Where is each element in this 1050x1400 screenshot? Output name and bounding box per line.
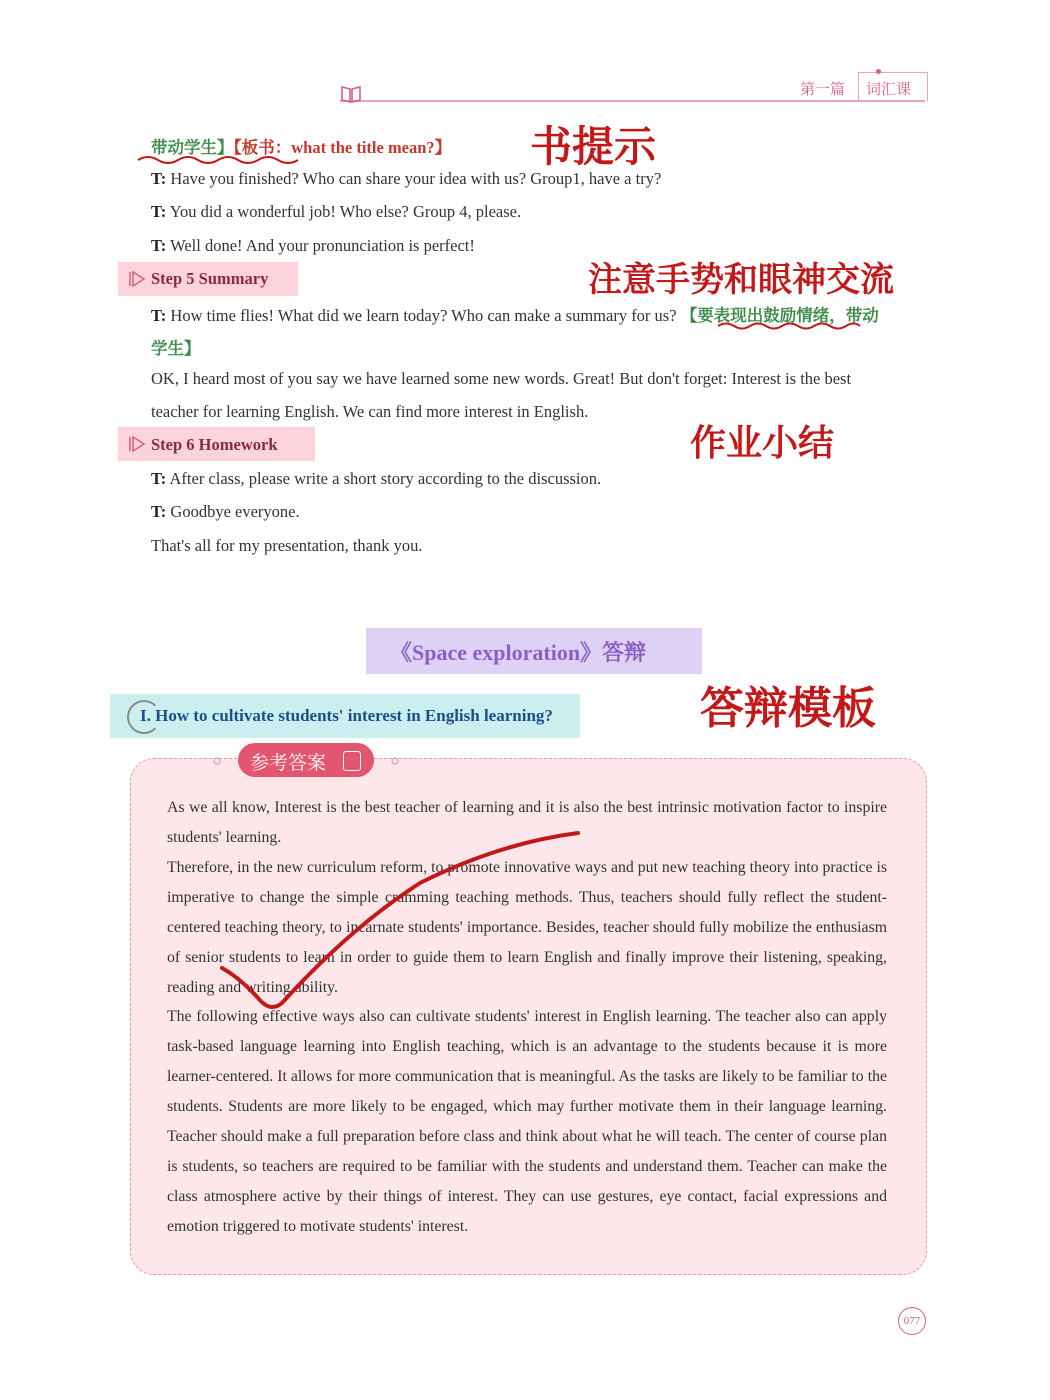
page-number: 077	[898, 1307, 926, 1335]
defense-title: 《Space exploration》答辩	[390, 640, 647, 665]
dialogue-line: T: Goodbye everyone.	[151, 502, 300, 521]
answer-label: 参考答案	[250, 752, 327, 774]
teacher-note-cont: 学生】	[151, 339, 201, 358]
board-open: 【板书：	[233, 138, 292, 157]
handwritten-note-homework: 作业小结	[690, 423, 835, 464]
question-text: I. How to cultivate students' interest in English learning?	[140, 706, 553, 725]
board-text: what the title mean?	[291, 138, 435, 157]
handwritten-note-template: 答辩模板	[700, 683, 876, 734]
dialogue-line: T: Well done! And your pronunciation is perfect!	[151, 236, 475, 255]
handwritten-note-board: 书提示	[530, 122, 657, 171]
answer-paragraph: As we all know, Interest is the best teacher of learning and it is also the best intrinsic motivation factor to inspire students' learning.	[167, 799, 887, 846]
summary-paragraph-line: teacher for learning English. We can find more interest in English.	[151, 402, 589, 421]
teacher-note: 【要表现出鼓励情绪，带动	[680, 306, 879, 325]
summary-paragraph-line: OK, I heard most of you say we have learned some new words. Great! But don't forget: Interest is the best	[151, 369, 852, 388]
step6-label: Step 6 Homework	[151, 435, 278, 454]
book-icon	[340, 84, 362, 104]
answer-paragraph: The following effective ways also can cultivate students' interest in English learning. The teacher also can apply task-based language learning into English teaching, which is an advantage to the students because it is more learner-centered. It allows for more communication that is meaningful. As the tasks are likely to be familiar to the students. Students are more likely to be engaged, which may further motivate them in their language learning. Teacher should make a full preparation before class and think about what he will teach. The center of course plan is students, so teachers are required to be familiar with the students and understand them. Teacher can make the class atmosphere active by their things of interest. They can use gestures, eye contact, facial expressions and emotion triggered to motivate students' interest.	[167, 1008, 887, 1235]
play-arrow-icon	[128, 270, 146, 288]
board-close: 】	[434, 138, 452, 157]
header-part: 第一篇	[800, 80, 846, 98]
closing-line: That's all for my presentation, thank you.	[151, 536, 423, 555]
dialogue-line: T: After class, please write a short story according to the discussion.	[151, 469, 602, 488]
checkmark-icon	[210, 828, 590, 1028]
header-rule	[340, 100, 925, 102]
dialogue-line: T: How time flies! What did we learn today? Who can make a summary for us? 【要表现出鼓励情绪，带动	[151, 306, 879, 325]
dialogue-line: T: Have you finished? Who can share your idea with us? Group1, have a try?	[151, 169, 662, 188]
intro-prefix: 带动学生】	[151, 138, 234, 157]
dialogue-line: T: You did a wonderful job! Who else? Group 4, please.	[151, 202, 522, 221]
wavy-underline	[716, 320, 862, 332]
handwritten-note-gesture: 注意手势和眼神交流	[588, 260, 894, 300]
header-category: 词汇课	[866, 80, 912, 98]
play-arrow-icon	[128, 435, 146, 453]
answer-paragraph: Therefore, in the new curriculum reform, to promote innovative ways and put new teaching theory into practice is imperative to change the simple cramming teaching methods. Thus, teachers should fully reflect the student-centered teaching theory, to incarnate students' importance. Besides, teacher should fully mobilize the enthusiasm of senior students to learn in order to guide them to learn English and finally improve their listening, speaking, reading and writing ability.	[167, 859, 887, 996]
document-icon	[343, 751, 361, 771]
wavy-underline	[136, 152, 306, 166]
header-dot	[876, 69, 881, 74]
step5-label: Step 5 Summary	[151, 269, 269, 288]
